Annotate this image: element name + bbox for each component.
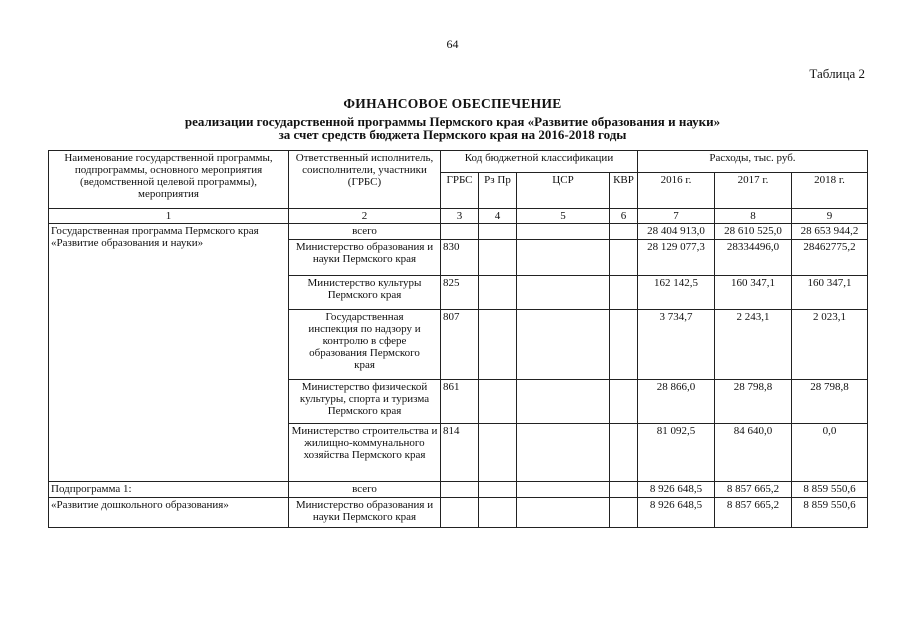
- value-2016: 28 129 077,3: [638, 240, 715, 276]
- header-2016: 2016 г.: [638, 173, 715, 209]
- grbs-cell: 825: [441, 276, 479, 310]
- header-2018: 2018 г.: [792, 173, 868, 209]
- executor-cell: Государственная инспекция по надзору и контролю в сфере образования Пермского края: [289, 310, 441, 380]
- document-title: ФИНАНСОВОЕ ОБЕСПЕЧЕНИЕ: [343, 96, 562, 111]
- header-budget-code: Код бюджетной классификации: [441, 151, 638, 173]
- value-2017: 8 857 665,2: [715, 482, 792, 498]
- grbs-cell: 830: [441, 240, 479, 276]
- header-csr: ЦСР: [517, 173, 610, 209]
- table-row: [49, 224, 868, 240]
- csr-cell: [517, 240, 610, 276]
- grbs-cell: [441, 224, 479, 240]
- rzpr-cell: [479, 310, 517, 380]
- header-name: Наименование государственной программы, подпрограммы, основного мероприятия (ведомственной целевой программы), мероприятия: [49, 151, 289, 209]
- value-2018: 28 653 944,2: [792, 224, 868, 240]
- subprogram-label: Подпрограмма 1:: [49, 482, 289, 498]
- rzpr-cell: [479, 224, 517, 240]
- csr-cell: [517, 380, 610, 424]
- value-2018: 8 859 550,6: [792, 498, 868, 528]
- csr-cell: [517, 310, 610, 380]
- csr-cell: [517, 498, 610, 528]
- grbs-cell: [441, 482, 479, 498]
- rzpr-cell: [479, 240, 517, 276]
- value-2018: 0,0: [792, 424, 868, 482]
- column-number-row: [49, 209, 868, 224]
- value-2017: 28 610 525,0: [715, 224, 792, 240]
- rzpr-cell: [479, 380, 517, 424]
- kvr-cell: [610, 380, 638, 424]
- header-2017: 2017 г.: [715, 173, 792, 209]
- value-2017: 160 347,1: [715, 276, 792, 310]
- header-expenses: Расходы, тыс. руб.: [638, 151, 868, 173]
- value-2018: 160 347,1: [792, 276, 868, 310]
- value-2018: 8 859 550,6: [792, 482, 868, 498]
- value-2017: 2 243,1: [715, 310, 792, 380]
- col-number: 9: [792, 209, 868, 224]
- subtitle-line-2: за счет средств бюджета Пермского края на 2016-2018 годы: [278, 127, 627, 142]
- kvr-cell: [610, 482, 638, 498]
- financing-table: [48, 150, 868, 528]
- value-2018: 28 798,8: [792, 380, 868, 424]
- rzpr-cell: [479, 276, 517, 310]
- table-row: [49, 498, 868, 528]
- executor-cell: Министерство образования и науки Пермского края: [289, 240, 441, 276]
- executor-cell: всего: [289, 482, 441, 498]
- col-number: 2: [289, 209, 441, 224]
- subtitle-line-1: реализации государственной программы Пермского края «Развитие образования и науки»: [184, 114, 721, 129]
- value-2016: 3 734,7: [638, 310, 715, 380]
- kvr-cell: [610, 224, 638, 240]
- csr-cell: [517, 424, 610, 482]
- table-row: [49, 482, 868, 498]
- value-2018: 2 023,1: [792, 310, 868, 380]
- value-2016: 28 404 913,0: [638, 224, 715, 240]
- col-number: 1: [49, 209, 289, 224]
- grbs-cell: 814: [441, 424, 479, 482]
- executor-cell: всего: [289, 224, 441, 240]
- value-2017: 8 857 665,2: [715, 498, 792, 528]
- header-rzpr: Рз Пр: [479, 173, 517, 209]
- executor-cell: Министерство культуры Пермского края: [289, 276, 441, 310]
- page-number: 64: [446, 37, 459, 51]
- csr-cell: [517, 482, 610, 498]
- rzpr-cell: [479, 498, 517, 528]
- subprogram-name: «Развитие дошкольного образования»: [49, 498, 289, 528]
- value-2017: 28 798,8: [715, 380, 792, 424]
- value-2016: 162 142,5: [638, 276, 715, 310]
- value-2016: 8 926 648,5: [638, 482, 715, 498]
- value-2016: 28 866,0: [638, 380, 715, 424]
- header-kvr: КВР: [610, 173, 638, 209]
- executor-cell: Министерство строительства и жилищно-коммунального хозяйства Пермского края: [289, 424, 441, 482]
- rzpr-cell: [479, 424, 517, 482]
- col-number: 5: [517, 209, 610, 224]
- grbs-cell: 861: [441, 380, 479, 424]
- header-executor: Ответственный исполнитель, соисполнители, участники (ГРБС): [289, 151, 441, 209]
- kvr-cell: [610, 424, 638, 482]
- col-number: 8: [715, 209, 792, 224]
- kvr-cell: [610, 310, 638, 380]
- table-label: Таблица 2: [809, 66, 865, 81]
- grbs-cell: [441, 498, 479, 528]
- col-number: 6: [610, 209, 638, 224]
- executor-cell: Министерство физической культуры, спорта и туризма Пермского края: [289, 380, 441, 424]
- grbs-cell: 807: [441, 310, 479, 380]
- value-2016: 81 092,5: [638, 424, 715, 482]
- value-2016: 8 926 648,5: [638, 498, 715, 528]
- kvr-cell: [610, 498, 638, 528]
- value-2018: 28462775,2: [792, 240, 868, 276]
- col-number: 3: [441, 209, 479, 224]
- col-number: 4: [479, 209, 517, 224]
- program-name: Государственная программа Пермского края «Развитие образования и науки»: [49, 224, 289, 482]
- kvr-cell: [610, 276, 638, 310]
- header-grbs: ГРБС: [441, 173, 479, 209]
- rzpr-cell: [479, 482, 517, 498]
- executor-cell: Министерство образования и науки Пермского края: [289, 498, 441, 528]
- value-2017: 84 640,0: [715, 424, 792, 482]
- kvr-cell: [610, 240, 638, 276]
- document-subtitle: [0, 115, 905, 141]
- value-2017: 28334496,0: [715, 240, 792, 276]
- csr-cell: [517, 276, 610, 310]
- col-number: 7: [638, 209, 715, 224]
- csr-cell: [517, 224, 610, 240]
